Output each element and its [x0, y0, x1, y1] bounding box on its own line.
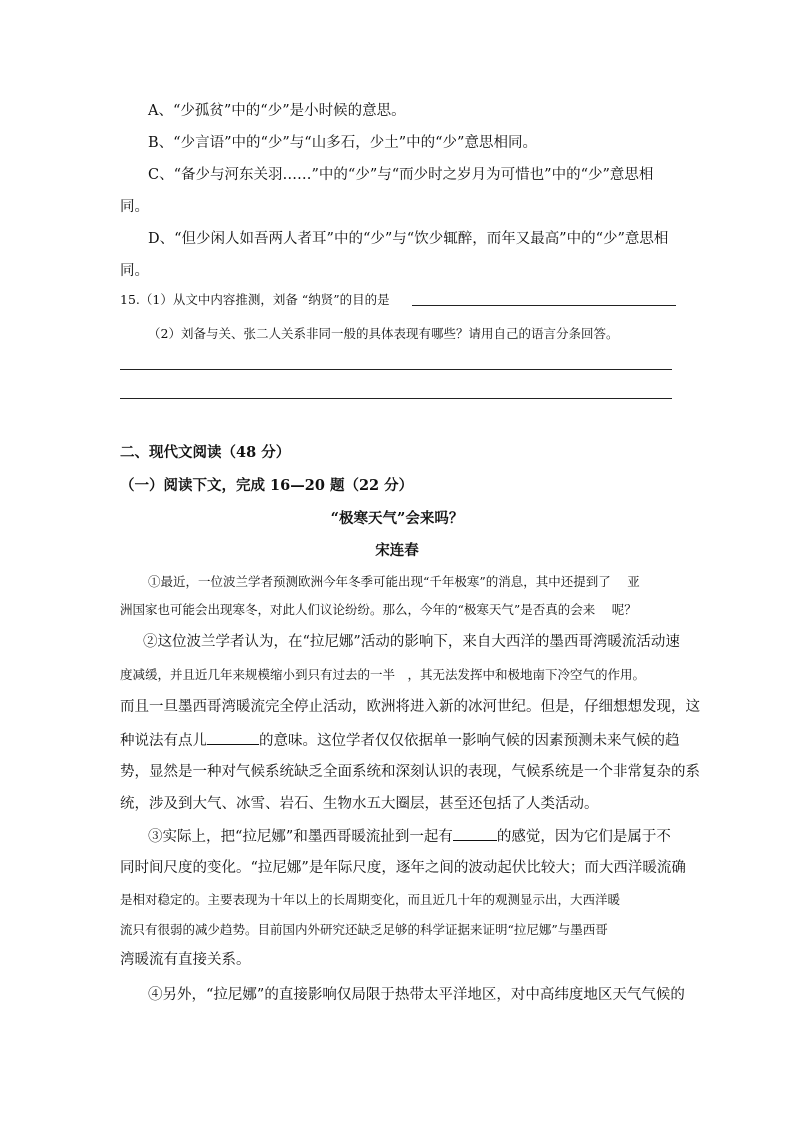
option-d-line2: 同。 — [120, 263, 149, 279]
article-author: 宋连春 — [375, 542, 419, 559]
option-c-line1: C、“备少与河东关羽……”中的“少”与“而少时之岁月为可惜也”中的“少”意思相 — [148, 167, 654, 183]
q15-part1-answer-line[interactable] — [412, 305, 676, 306]
option-a: A、“少孤贫”中的“少”是小时候的意思。 — [148, 103, 406, 119]
para2-line1: ②这位波兰学者认为，在“拉尼娜”活动的影响下，来自大西洋的墨西哥湾暖流活动速 — [143, 634, 680, 650]
para2-line2: 度减缓，并且近几年来规模缩小到只有过去的一半 ，其无法发挥中和极地南下冷空气的作用。 — [120, 667, 646, 682]
section-heading: 二、现代文阅读（48 分） — [120, 444, 291, 461]
para4-line1: ④另外，“拉尼娜”的直接影响仅局限于热带太平洋地区，对中高纬度地区天气气候的 — [148, 987, 685, 1003]
para2-line6: 统，涉及到大气、冰雪、岩石、生物水五大圈层，甚至还包括了人类活动。 — [120, 796, 599, 812]
para2-line3: 而且一旦墨西哥湾暖流完全停止活动，欧洲将进入新的冰河世纪。但是，仔细想想发现，这 — [120, 699, 700, 715]
para3-line1-end: 的感觉，因为它们是属于不 — [496, 829, 671, 845]
para3-line5: 湾暖流有直接关系。 — [120, 952, 251, 968]
article-title: “极寒天气”会来吗？ — [330, 510, 464, 527]
para3-fill-blank[interactable] — [453, 826, 497, 841]
para3-line3: 是相对稳定的。主要表现为十年以上的长周期变化，而且近几十年的观测显示出，大西洋暖 — [120, 892, 621, 907]
para3-line2: 同时间尺度的变化。“拉尼娜”是年际尺度，逐年之间的波动起伏比较大；而大西洋暖流确 — [120, 860, 686, 876]
q15-answer-line-1[interactable] — [120, 369, 672, 370]
q15-part2: （2）刘备与关、张二人关系非同一般的具体表现有哪些？请用自己的语言分条回答。 — [148, 326, 619, 341]
sub-section-heading: （一）阅读下文，完成 16—20 题（22 分） — [120, 477, 414, 494]
para1-line1: ①最近，一位波兰学者预测欧洲今年冬季可能出现“千年极寒”的消息，其中还提到了 亚 — [148, 574, 640, 589]
para2-line4-start: 种说法有点儿 — [120, 733, 207, 749]
para3-line1 — [148, 826, 671, 847]
para2-fill-blank[interactable] — [207, 730, 259, 745]
option-b: B、“少言语”中的“少”与“山多石，少土”中的“少”意思相同。 — [148, 135, 537, 151]
option-d-line1: D、“但少闲人如吾两人者耳”中的“少”与“饮少辄醉，而年又最高”中的“少”意思相 — [148, 231, 669, 247]
q15-answer-line-2[interactable] — [120, 398, 672, 399]
para2-line4-end: 的意味。这位学者仅仅依据单一影响气候的因素预测未来气候的趋 — [259, 733, 680, 749]
para1-line2: 洲国家也可能会出现寒冬，对此人们议论纷纷。那么，今年的“极寒天气”是否真的会来 呢？ — [120, 602, 637, 617]
q15-part1: 15.（1）从文中内容推测，刘备 “纳贤”的目的是 — [120, 292, 390, 307]
para3-line4: 流只有很弱的减少趋势。目前国内外研究还缺乏足够的科学证据来证明“拉尼娜”与墨西哥 — [120, 922, 608, 937]
para2-line5: 势，显然是一种对气候系统缺乏全面系统和深刻认识的表现，气候系统是一个非常复杂的系 — [120, 764, 700, 780]
option-c-line2: 同。 — [120, 199, 149, 215]
para3-line1-start: ③实际上，把“拉尼娜”和墨西哥暖流扯到一起有 — [148, 829, 453, 845]
para2-line4 — [120, 730, 680, 751]
